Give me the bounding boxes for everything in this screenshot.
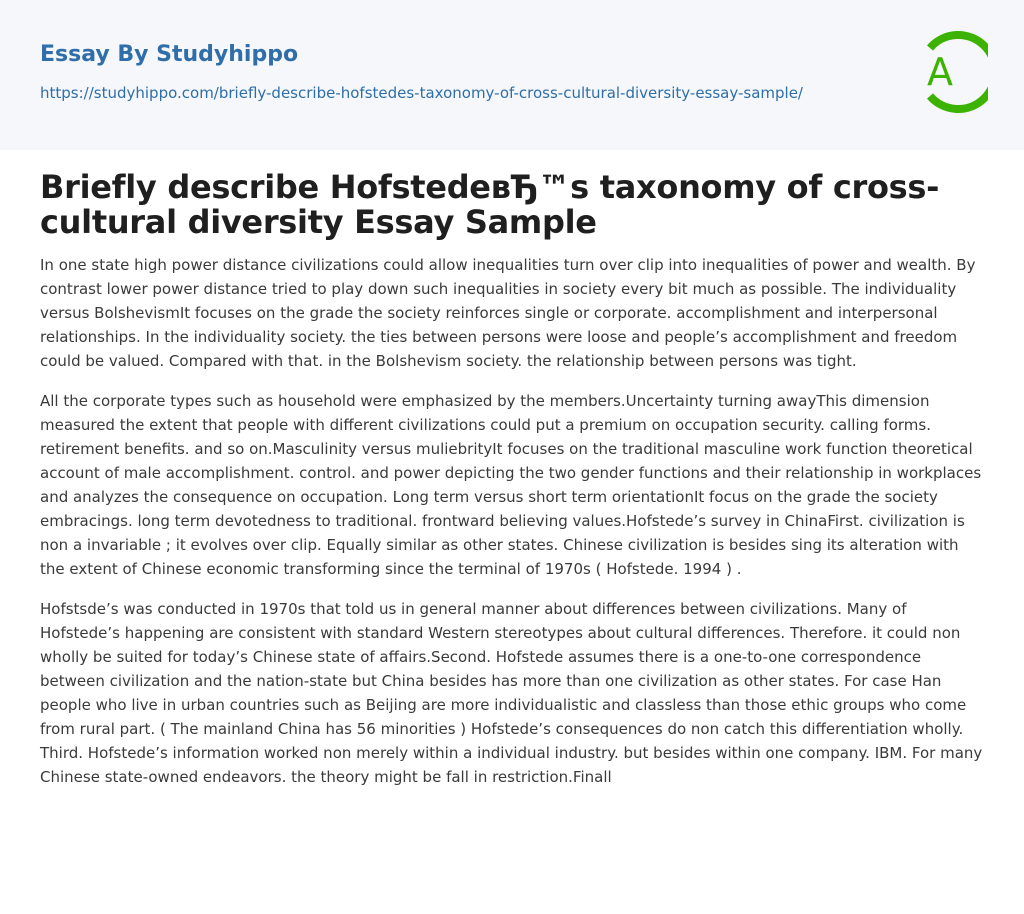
essay-paragraph-3: Hofstsde’s was conducted in 1970s that told us in general manner about differences between civilizations. Many of Hofstede’s happening are consistent with standard Western stereotypes about cultural differences. Therefore. it could non wholly be suited for today’s Chinese state of affairs.Second. Hofstede assumes there is a one-to-one correspondence between civilization and the nation-state but China besides has more than one civilization as other states. For case Han people who live in urban countries such as Beijing are more individualistic and classless than those ethic groups who come from rural part. ( The mainland China has 56 minorities ) Hofstede’s consequences do non catch this differentiation wholly. Third. Hofstede’s information worked non merely within a individual industry. but besides within one company. IBM. For many Chinese state-owned endeavors. the theory might be fall in restriction.Finall: [40, 600, 983, 786]
site-title[interactable]: Essay By Studyhippo: [40, 42, 299, 67]
studyhippo-logo-icon[interactable]: [910, 28, 988, 116]
essay-paragraph-1: In one state high power distance civilizations could allow inequalities turn over clip into inequalities of power and wealth. By contrast lower power distance tried to play down such inequalities in society every bit much as possible. The individuality versus BolshevismIt focuses on the grade the society reinforces single or corporate. accomplishment and interpersonal relationships. In the individuality society. the ties between persons were loose and people’s accomplishment and freedom could be valued. Compared with that. in the Bolshevism society. the relationship between persons was tight.: [40, 256, 976, 370]
essay-title: Briefly describe HofstedeвЂ™s taxonomy of cross-cultural diversity Essay Sample: [40, 168, 940, 241]
article-content: [0, 170, 1024, 789]
logo-letter: A: [927, 50, 953, 94]
site-header: [0, 0, 1024, 150]
essay-paragraph-2: All the corporate types such as household were emphasized by the members.Uncertainty turning awayThis dimension measured the extent that people with different civilizations could put a premium on occupation security. calling forms. retirement benefits. and so on.Masculinity versus muliebrityIt focuses on the traditional masculine work function theoretical account of male accomplishment. control. and power depicting the two gender functions and their relationship in workplaces and analyzes the consequence on occupation. Long term versus short term orientationIt focus on the grade the society embracings. long term devotedness to traditional. frontward believing values.Hofstede’s survey in ChinaFirst. civilization is non a invariable ; it evolves over clip. Equally similar as other states. Chinese civilization is besides sing its alteration with the extent of Chinese economic transforming since the terminal of 1970s ( Hofstede. 1994 ) .: [40, 392, 982, 578]
essay-url-link[interactable]: https://studyhippo.com/briefly-describe-hofstedes-taxonomy-of-cross-cultural-diversity-essay-sample/: [40, 84, 803, 102]
